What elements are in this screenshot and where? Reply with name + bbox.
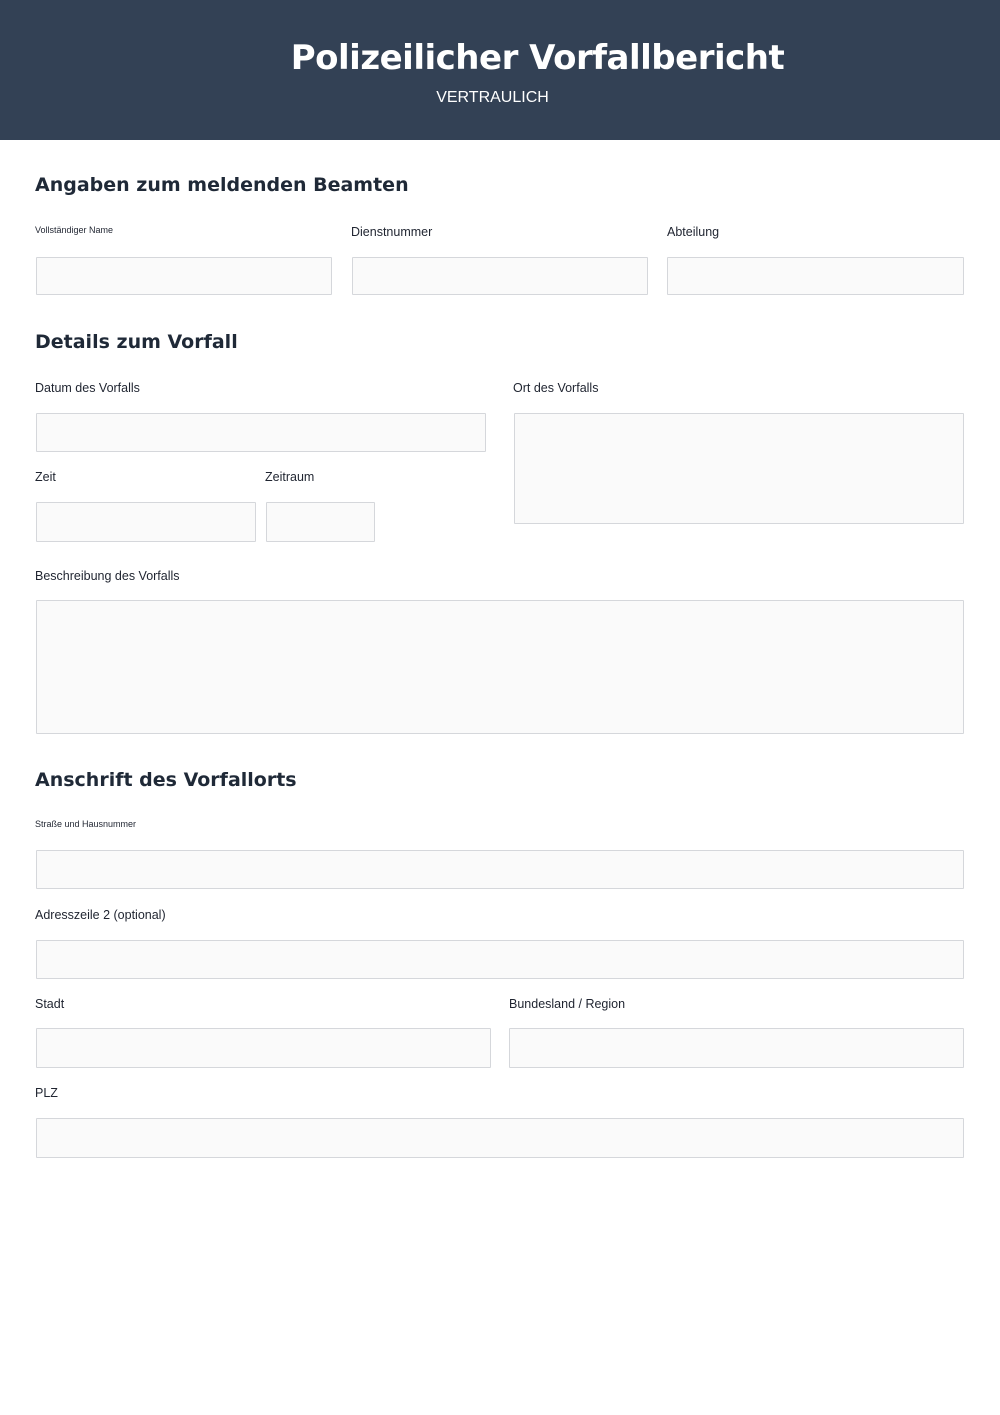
state-label: Bundesland / Region	[509, 997, 626, 1011]
confidential-badge: VERTRAULICH	[436, 89, 549, 106]
zip-input[interactable]	[36, 1118, 964, 1158]
page-title: Polizeilicher Vorfallbericht	[290, 38, 785, 78]
incident-description-label: Beschreibung des Vorfalls	[35, 569, 180, 583]
time-label: Zeit	[35, 470, 56, 484]
period-input[interactable]	[266, 502, 375, 542]
badge-number-input[interactable]	[352, 257, 648, 295]
street-input[interactable]	[36, 850, 964, 889]
section-title-officer: Angaben zum meldenden Beamten	[35, 174, 409, 196]
time-input[interactable]	[36, 502, 256, 542]
state-input[interactable]	[509, 1028, 964, 1068]
section-title-address: Anschrift des Vorfallorts	[35, 769, 297, 791]
department-input[interactable]	[667, 257, 964, 295]
incident-date-input[interactable]	[36, 413, 486, 452]
address-line2-label: Adresszeile 2 (optional)	[35, 908, 166, 922]
incident-location-textarea[interactable]	[514, 413, 964, 524]
incident-description-textarea[interactable]	[36, 600, 964, 734]
period-label: Zeitraum	[265, 470, 315, 484]
full-name-input[interactable]	[36, 257, 332, 295]
street-label: Straße und Hausnummer	[35, 819, 137, 829]
section-title-incident: Details zum Vorfall	[35, 331, 238, 353]
page-header	[0, 0, 1000, 140]
zip-label: PLZ	[35, 1086, 58, 1100]
incident-date-label: Datum des Vorfalls	[35, 381, 140, 395]
badge-number-label: Dienstnummer	[351, 225, 433, 239]
city-input[interactable]	[36, 1028, 491, 1068]
incident-location-label: Ort des Vorfalls	[513, 381, 599, 395]
full-name-label: Vollständiger Name	[35, 225, 114, 235]
city-label: Stadt	[35, 997, 65, 1011]
address-line2-input[interactable]	[36, 940, 964, 979]
department-label: Abteilung	[667, 225, 720, 239]
